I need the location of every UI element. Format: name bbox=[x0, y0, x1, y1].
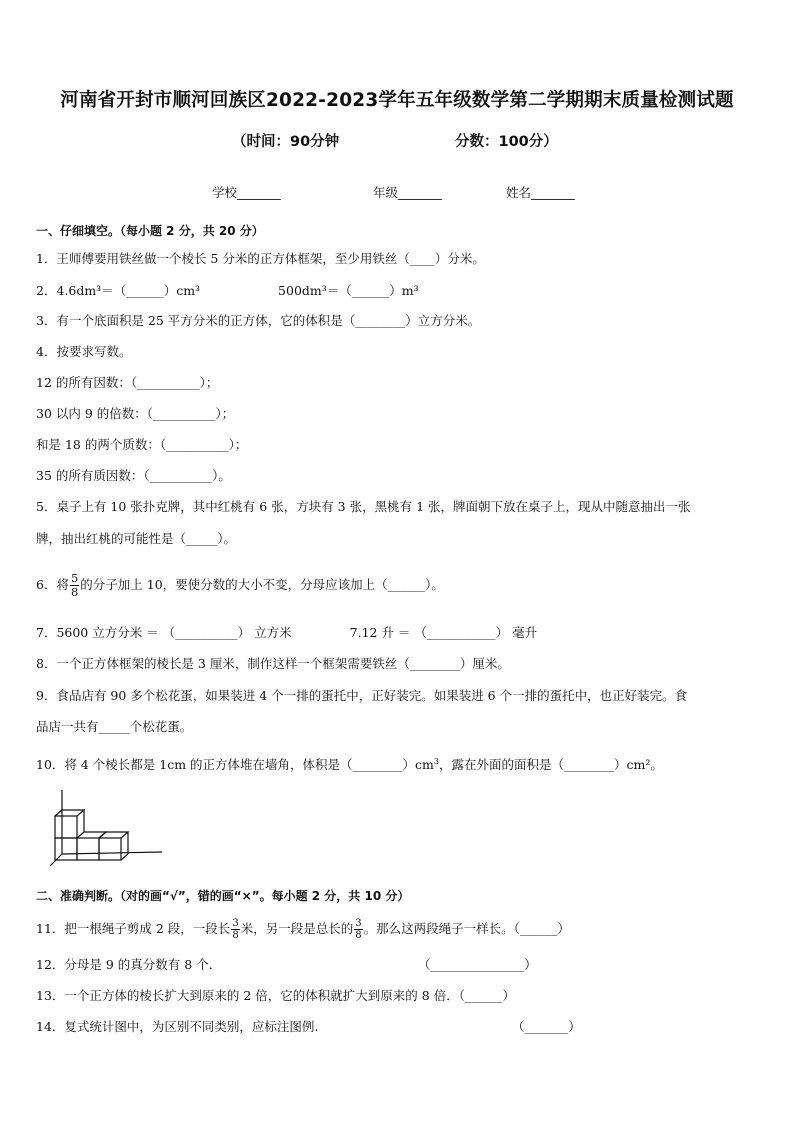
question-11-prefix: 11．把一根绳子剪成 2 段，一段长 bbox=[36, 921, 231, 936]
question-9-line1: 9．食品店有 90 多个松花蛋，如果装进 4 个一排的蛋托中，正好装完。如果装进 6 个一排的蛋托中，也正好装完。食 bbox=[36, 688, 688, 703]
question-9-line2: 品店一共有_____个松花蛋。 bbox=[36, 719, 193, 734]
fraction-numerator: 3 bbox=[232, 918, 239, 929]
question-5-line2: 牌，抽出红桃的可能性是（_____）。 bbox=[36, 531, 237, 546]
fraction-denominator: 8 bbox=[355, 930, 362, 941]
question-4a: 12 的所有因数：（__________）； bbox=[36, 375, 219, 390]
fraction-denominator: 8 bbox=[232, 930, 239, 941]
question-4b: 30 以内 9 的倍数：（__________）； bbox=[36, 406, 235, 421]
page-title: 河南省开封市顺河回族区2022-2023学年五年级数学第二学期期末质量检测试题 bbox=[60, 90, 734, 111]
total-score: 分数：100分） bbox=[455, 134, 558, 150]
question-7b: 7.12 升 ＝ （___________） 毫升 bbox=[349, 625, 538, 640]
question-14-blank: （_______） bbox=[512, 1019, 581, 1034]
question-4c: 和是 18 的两个质数：（__________）； bbox=[36, 437, 248, 452]
grade-field: 年级_______ bbox=[373, 185, 442, 200]
question-1: 1．王师傅要用铁丝做一个棱长 5 分米的正方体框架，至少用铁丝（____）分米。 bbox=[36, 251, 485, 266]
question-12-text: 12．分母是 9 的真分数有 8 个． bbox=[36, 957, 222, 972]
question-3: 3．有一个底面积是 25 平方分米的正方体，它的体积是（________）立方分米。 bbox=[36, 313, 481, 328]
question-2b: 500dm³＝（______）m³ bbox=[278, 283, 419, 298]
name-field: 姓名_______ bbox=[506, 185, 575, 200]
question-8: 8．一个正方体框架的棱长是 3 厘米，制作这样一个框架需要铁丝（________）厘米。 bbox=[36, 656, 510, 671]
fraction-5-8 bbox=[70, 572, 79, 599]
question-4d: 35 的所有质因数：（__________）。 bbox=[36, 468, 231, 483]
question-11-middle: 米，另一段是总长的 bbox=[240, 921, 354, 936]
question-11-suffix: 。那么这两段绳子一样长。（______） bbox=[363, 921, 570, 936]
question-6 bbox=[36, 568, 444, 602]
question-12-blank: （_______________） bbox=[418, 957, 537, 972]
question-13: 13．一个正方体的棱长扩大到原来的 2 倍，它的体积就扩大到原来的 8 倍．（______） bbox=[36, 988, 515, 1003]
question-6-prefix: 6．将 bbox=[36, 577, 69, 592]
question-12 bbox=[36, 956, 221, 974]
section-1-heading: 一、仔细填空。（每小题 2 分，共 20 分） bbox=[36, 224, 264, 238]
question-7 bbox=[36, 624, 537, 642]
time-limit: （时间：90分钟 bbox=[232, 134, 340, 150]
question-5-line1: 5．桌子上有 10 张扑克牌，其中红桃有 6 张，方块有 3 张，黑桃有 1 张，牌面朝下放在桌子上，现从中随意抽出一张 bbox=[36, 499, 691, 514]
question-7a: 7．5600 立方分米 ＝ （__________） 立方米 bbox=[36, 625, 292, 640]
fraction-3-8-meters bbox=[231, 918, 239, 941]
question-6-suffix: 的分子加上 10，要使分数的大小不变，分母应该加上（______）。 bbox=[80, 577, 444, 592]
section-2-heading: 二、准确判断。（对的画“√”，错的画“×”。每小题 2 分，共 10 分） bbox=[36, 889, 410, 903]
school-field: 学校_______ bbox=[212, 185, 281, 200]
fraction-3-8-total bbox=[354, 918, 362, 941]
fraction-numerator: 3 bbox=[355, 918, 362, 929]
question-10-part1: 10．将 4 个棱长都是 1cm 的正方体堆在墙角，体积是（________）cm bbox=[36, 757, 434, 773]
cube-stack-figure bbox=[36, 790, 166, 870]
question-10-part2: ，露在外面的面积是（________）cm²。 bbox=[439, 757, 663, 773]
question-10 bbox=[36, 753, 663, 774]
fraction-numerator: 5 bbox=[70, 571, 79, 585]
question-2a: 2．4.6dm³＝（______）cm³ bbox=[36, 283, 201, 298]
cubic-exponent: 3 bbox=[433, 757, 440, 766]
fraction-denominator: 8 bbox=[70, 585, 79, 599]
question-4: 4．按要求写数。 bbox=[36, 344, 132, 359]
question-11 bbox=[36, 913, 570, 945]
question-2 bbox=[36, 282, 419, 300]
question-14: 14．复式统计图中，为区别不同类别，应标注图例. bbox=[36, 1019, 319, 1034]
